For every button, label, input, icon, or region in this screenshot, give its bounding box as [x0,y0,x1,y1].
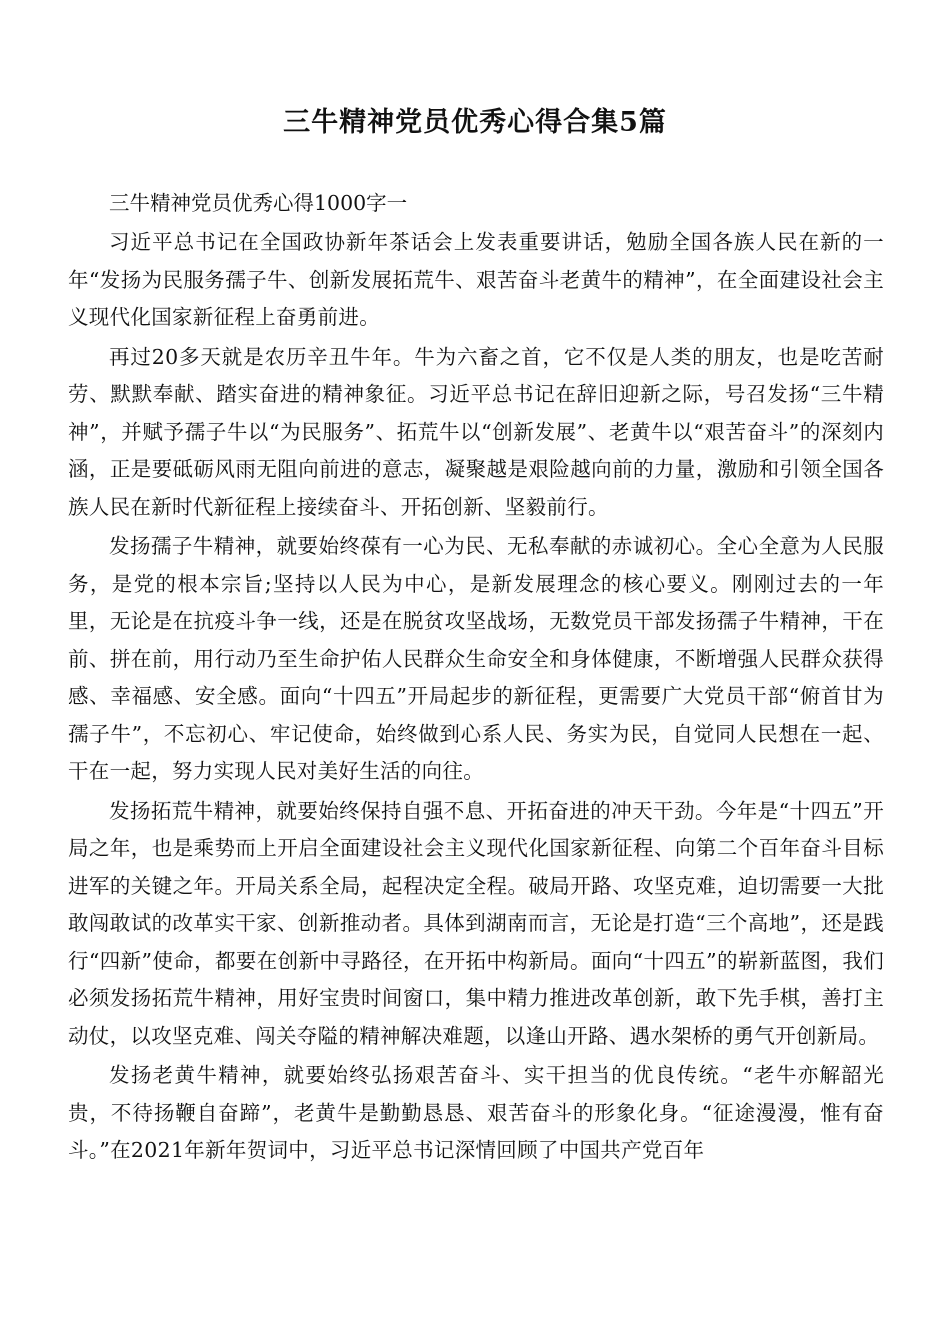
paragraph: 发扬孺子牛精神，就要始终葆有一心为民、无私奉献的赤诚初心。全心全意为人民服务，是党的根本宗旨;坚持以人民为中心，是新发展理念的核心要义。刚刚过去的一年里，无论是在抗疫斗争一线，还是在脱贫攻坚战场，无数党员干部发扬孺子牛精神，干在前、拼在前，用行动乃至生命护佑人民群众生命安全和身体健康，不断增强人民群众获得感、幸福感、安全感。面向“十四五”开局起步的新征程，更需要广大党员干部“俯首甘为孺子牛”，不忘初心、牢记使命，始终做到心系人民、务实为民，自觉同人民想在一起、干在一起，努力实现人民对美好生活的向往。 [68,534,884,783]
paragraph: 发扬拓荒牛精神，就要始终保持自强不息、开拓奋进的冲天干劲。今年是“十四五”开局之年，也是乘势而上开启全面建设社会主义现代化国家新征程、向第二个百年奋斗目标进军的关键之年。开局关系全局，起程决定全程。破局开路、攻坚克难，迫切需要一大批敢闯敢试的改革实干家、创新推动者。具体到湖南而言，无论是打造“三个高地”，还是践行“四新”使命，都要在创新中寻路径，在开拓中构新局。面向“十四五”的崭新蓝图，我们必须发扬拓荒牛精神，用好宝贵时间窗口，集中精力推进改革创新，敢下先手棋，善打主动仗，以攻坚克难、闯关夺隘的精神解决难题，以逢山开路、遇水架桥的勇气开创新局。 [68,798,884,1048]
paragraph: 发扬老黄牛精神，就要始终弘扬艰苦奋斗、实干担当的优良传统。“老牛亦解韶光贵，不待扬鞭自奋蹄”，老黄牛是勤勤恳恳、艰苦奋斗的形象化身。“征途漫漫，惟有奋斗。”在2021年新年贺词中，习近平总书记深情回顾了中国共产党百年 [68,1063,884,1162]
document-title: 三牛精神党员优秀心得合集5篇 [283,107,667,138]
paragraph: 再过20多天就是农历辛丑牛年。牛为六畜之首，它不仅是人类的朋友，也是吃苦耐劳、默默奉献、踏实奋进的精神象征。习近平总书记在辞旧迎新之际，号召发扬“三牛精神”，并赋予孺子牛以“为民服务”、拓荒牛以“创新发展”、老黄牛以“艰苦奋斗”的深刻内涵，正是要砥砺风雨无阻向前进的意志，凝聚越是艰险越向前的力量，激励和引领全国各族人民在新时代新征程上接续奋斗、开拓创新、坚毅前行。 [68,344,884,519]
section-subtitle: 三牛精神党员优秀心得1000字一 [109,191,408,215]
document-body [68,184,884,1172]
paragraph: 习近平总书记在全国政协新年茶话会上发表重要讲话，勉励全国各族人民在新的一年“发扬为民服务孺子牛、创新发展拓荒牛、艰苦奋斗老黄牛的精神”，在全面建设社会主义现代化国家新征程上奋勇前进。 [68,230,884,329]
